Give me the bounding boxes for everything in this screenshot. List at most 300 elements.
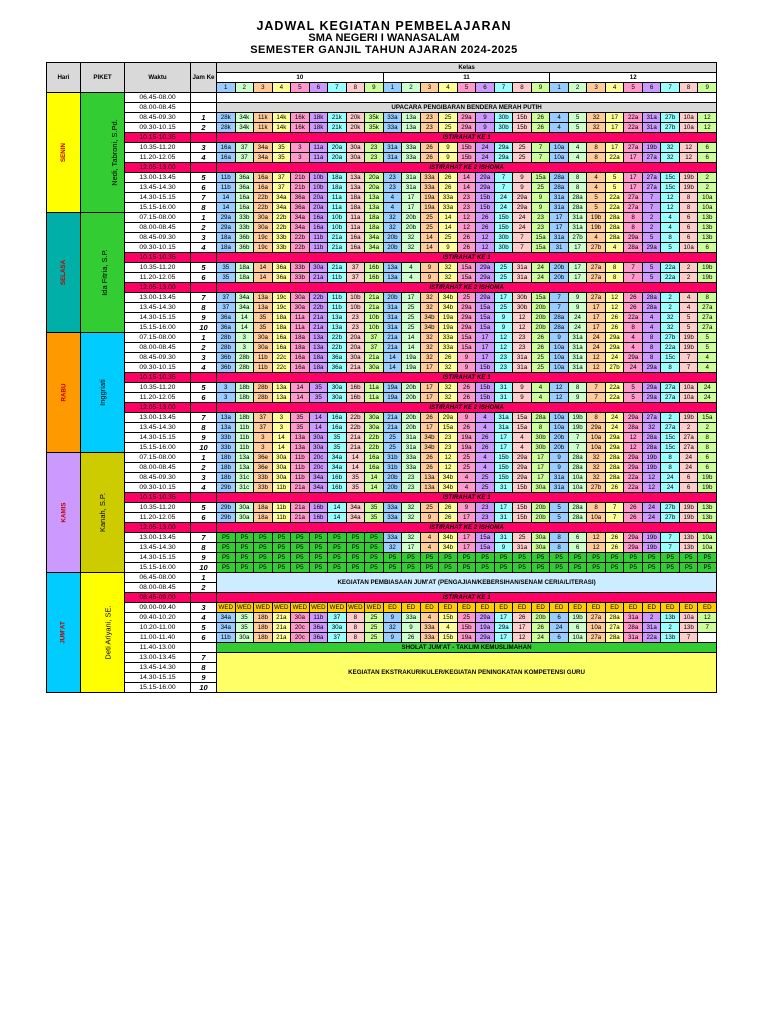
class-cell: 12 [605, 303, 624, 313]
class-cell: 25 [420, 503, 439, 513]
class-cell: 30a [365, 413, 384, 423]
class-cell: 27a [642, 183, 661, 193]
class-cell: 27a [661, 423, 680, 433]
class-cell: 15c [661, 353, 680, 363]
schedule-row [47, 343, 717, 353]
class-cell: 25 [439, 113, 458, 123]
class-cell: 15a [531, 243, 550, 253]
class-cell: 30a [272, 453, 291, 463]
jam-number: 9 [191, 553, 217, 563]
jam-number [191, 93, 217, 103]
class-cell: 21a [365, 303, 384, 313]
class-cell: 16a [309, 213, 328, 223]
class-cell: 14 [235, 313, 254, 323]
time-slot: 10.15-10.35 [125, 253, 191, 263]
day-name: SELASA [59, 259, 67, 286]
jam-number: 4 [191, 363, 217, 373]
class-cell: 30a [272, 473, 291, 483]
class-cell: 3 [235, 343, 254, 353]
class-cell: 34a [217, 613, 236, 623]
class-cell: P5 [698, 553, 717, 563]
class-cell: 4 [550, 123, 569, 133]
class-cell: 33a [402, 613, 421, 623]
class-cell: P5 [624, 563, 643, 573]
class-cell: 11b [235, 433, 254, 443]
class-cell: 8 [346, 623, 365, 633]
class-cell: 20c [291, 633, 310, 643]
class-cell: 28a [568, 513, 587, 523]
class-cell: 29a [513, 453, 532, 463]
day-name: RABU [60, 383, 67, 402]
class-cell: P5 [550, 553, 569, 563]
class-cell: 2 [698, 173, 717, 183]
class-cell: 17 [402, 543, 421, 553]
class-number: 5 [457, 83, 476, 93]
class-cell: 26 [457, 243, 476, 253]
class-cell: 20a [309, 203, 328, 213]
class-cell: 15b [513, 483, 532, 493]
class-cell: 31 [494, 483, 513, 493]
class-cell: ED [383, 603, 402, 613]
jam-number: 7 [191, 293, 217, 303]
class-cell: 7 [531, 153, 550, 163]
class-cell: 11b [328, 303, 347, 313]
class-number: 2 [235, 83, 254, 93]
class-cell: 15a [457, 263, 476, 273]
class-cell: ED [605, 603, 624, 613]
class-cell: 20b [383, 233, 402, 243]
piket-name: Inggriati [98, 378, 107, 406]
class-cell: 31a [568, 213, 587, 223]
class-cell: 6 [698, 243, 717, 253]
class-cell: 33b [235, 223, 254, 233]
class-cell: 12 [439, 453, 458, 463]
class-cell: 8 [605, 273, 624, 283]
class-cell: 29a [494, 143, 513, 153]
class-cell: 23 [531, 223, 550, 233]
class-cell: P5 [272, 553, 291, 563]
class-cell: 29a [624, 353, 643, 363]
class-cell: 8 [587, 503, 606, 513]
schedule-row [47, 183, 717, 193]
class-cell: 18a [309, 363, 328, 373]
class-cell: 21a [365, 353, 384, 363]
schedule-row [47, 393, 717, 403]
class-cell: 13a [272, 393, 291, 403]
schedule-row [47, 323, 717, 333]
class-cell: 19b [568, 413, 587, 423]
class-cell: 18a [328, 183, 347, 193]
time-slot: 08.00-08.45 [125, 463, 191, 473]
class-cell: 3 [291, 153, 310, 163]
time-slot: 10.35-11.20 [125, 503, 191, 513]
class-cell: 26 [420, 453, 439, 463]
class-cell: 32 [587, 113, 606, 123]
jam-number: 3 [191, 143, 217, 153]
class-cell: 36a [291, 193, 310, 203]
class-cell: P5 [328, 533, 347, 543]
schedule-row [47, 353, 717, 363]
class-cell: 29a [476, 183, 495, 193]
class-cell: 19b [679, 333, 698, 343]
class-cell: 29a [642, 243, 661, 253]
class-cell: 37 [217, 293, 236, 303]
class-cell: 23 [383, 183, 402, 193]
class-number: 3 [254, 83, 273, 93]
class-cell: 7 [494, 173, 513, 183]
class-cell: ED [550, 603, 569, 613]
class-cell: 25 [494, 303, 513, 313]
class-cell: 2 [661, 623, 680, 633]
class-cell: 27a [698, 303, 717, 313]
jam-number: 9 [191, 673, 217, 683]
class-cell: 28a [624, 623, 643, 633]
class-cell: 13a [365, 193, 384, 203]
class-cell: 16a [328, 413, 347, 423]
time-slot: 11.00-11.40 [125, 633, 191, 643]
class-cell: 21a [383, 343, 402, 353]
class-cell: 30b [494, 123, 513, 133]
class-cell: P5 [328, 563, 347, 573]
class-cell: 11k [254, 123, 273, 133]
jam-number: 2 [191, 223, 217, 233]
class-cell: 22a [661, 343, 680, 353]
class-cell: 11b [254, 363, 273, 373]
class-cell: ED [531, 603, 550, 613]
class-cell: 31 [494, 513, 513, 523]
class-cell: 28a [642, 303, 661, 313]
class-cell: 28a [605, 633, 624, 643]
class-cell: 29a [457, 113, 476, 123]
class-cell: 19b [698, 483, 717, 493]
class-cell: P5 [291, 553, 310, 563]
schedule-row [47, 403, 717, 413]
class-cell: 31 [550, 243, 569, 253]
class-cell: P5 [254, 563, 273, 573]
time-slot: 15.15-16.00 [125, 203, 191, 213]
class-cell: 21a [383, 333, 402, 343]
class-cell: 26 [531, 333, 550, 343]
class-cell: 24 [494, 193, 513, 203]
jam-number: 7 [191, 653, 217, 663]
class-cell: 19a [476, 623, 495, 633]
class-cell: 30a [346, 143, 365, 153]
class-cell: 7 [550, 293, 569, 303]
class-cell: 34a [235, 293, 254, 303]
class-cell: 17 [624, 183, 643, 193]
class-cell: 15b [513, 503, 532, 513]
class-cell: 2 [661, 303, 680, 313]
class-cell: 31a [383, 323, 402, 333]
class-number: 6 [309, 83, 328, 93]
class-cell: 10b [309, 183, 328, 193]
class-cell: 20c [309, 463, 328, 473]
class-cell: 17 [402, 193, 421, 203]
class-cell: P5 [494, 553, 513, 563]
class-cell: 26 [531, 113, 550, 123]
class-cell: 6 [698, 463, 717, 473]
class-cell: 13a [309, 343, 328, 353]
class-cell: 28b [254, 383, 273, 393]
class-cell: 27b [661, 113, 680, 123]
class-cell: 17 [587, 323, 606, 333]
jam-cell [191, 523, 217, 533]
class-cell: 36a [217, 323, 236, 333]
class-cell: 12 [642, 483, 661, 493]
class-cell: 20a [328, 143, 347, 153]
class-cell: 23 [457, 193, 476, 203]
class-cell: 29b [217, 503, 236, 513]
class-cell: 19b [642, 543, 661, 553]
class-cell: P5 [365, 543, 384, 553]
class-cell: 21a [328, 243, 347, 253]
class-cell: 20b [531, 303, 550, 313]
class-cell: 32 [402, 233, 421, 243]
day-label [47, 93, 81, 213]
class-cell: 22b [309, 293, 328, 303]
class-cell: 10a [550, 143, 569, 153]
schedule-row [47, 533, 717, 543]
time-slot: 11.20-12.05 [125, 153, 191, 163]
time-slot: 11.40-13.00 [125, 643, 191, 653]
class-cell: 32 [402, 243, 421, 253]
class-cell: 37 [272, 183, 291, 193]
schedule-row [47, 193, 717, 203]
jam-number: 9 [191, 313, 217, 323]
class-cell: 7 [568, 443, 587, 453]
class-cell: 4 [420, 543, 439, 553]
class-number: 3 [587, 83, 606, 93]
time-slot: 10.15-10.35 [125, 493, 191, 503]
class-cell: 33a [420, 173, 439, 183]
class-cell: 34a [309, 473, 328, 483]
class-cell: 30a [291, 293, 310, 303]
class-cell: 33a [402, 453, 421, 463]
class-cell: 9 [457, 503, 476, 513]
class-cell: P5 [346, 533, 365, 543]
class-cell: ED [439, 603, 458, 613]
class-cell: 24 [698, 383, 717, 393]
class-cell: 37 [328, 633, 347, 643]
class-cell: 25 [383, 433, 402, 443]
class-cell: 33a [439, 343, 458, 353]
class-cell: 14 [383, 363, 402, 373]
class-number: 9 [531, 83, 550, 93]
class-cell: 23 [365, 143, 384, 153]
class-cell: 17 [402, 293, 421, 303]
break-banner: ISTIRAHAT KE 1 [217, 253, 717, 263]
class-cell: 16b [309, 503, 328, 513]
class-cell: 20b [550, 273, 569, 283]
class-cell: 21a [309, 273, 328, 283]
class-cell: 21a [346, 363, 365, 373]
class-cell: 31a [513, 363, 532, 373]
class-cell: 3 [254, 443, 273, 453]
jam-number: 8 [191, 303, 217, 313]
class-cell: 24 [568, 323, 587, 333]
class-cell: 23 [531, 213, 550, 223]
class-cell: 33a [420, 183, 439, 193]
class-cell: 35k [365, 123, 384, 133]
class-cell: 5 [642, 273, 661, 283]
piket-label [81, 333, 125, 453]
schedule-row [47, 513, 717, 523]
header-jam-ke: Jam Ke [191, 63, 217, 93]
class-cell: 11a [291, 313, 310, 323]
class-cell: 9 [402, 623, 421, 633]
piket-label [81, 93, 125, 213]
class-cell: 4 [587, 183, 606, 193]
class-cell: 28a [605, 233, 624, 243]
class-cell: 32 [420, 303, 439, 313]
class-cell: 16b [346, 383, 365, 393]
class-cell: 36b [217, 353, 236, 363]
class-cell: 9 [494, 543, 513, 553]
class-cell: 12 [679, 143, 698, 153]
class-cell: 14 [346, 463, 365, 473]
class-cell: 4 [439, 623, 458, 633]
class-cell: 22b [346, 423, 365, 433]
class-cell: 11a [328, 193, 347, 203]
class-cell: P5 [587, 563, 606, 573]
class-cell: 16b [328, 483, 347, 493]
time-slot: 09.30-10.15 [125, 123, 191, 133]
class-cell: 26 [476, 433, 495, 443]
time-slot: 13.45-14.30 [125, 663, 191, 673]
class-cell: 13a [346, 183, 365, 193]
class-number: 8 [513, 83, 532, 93]
class-cell: 29a [642, 363, 661, 373]
class-cell: 15a [531, 233, 550, 243]
class-cell: 14 [383, 353, 402, 363]
class-cell: 31 [494, 383, 513, 393]
jam-number: 2 [191, 343, 217, 353]
class-cell: 22a [661, 273, 680, 283]
class-cell: 32 [587, 123, 606, 133]
class-cell: 4 [679, 303, 698, 313]
class-number: 9 [365, 83, 384, 93]
class-cell: 8 [587, 413, 606, 423]
class-cell: 25 [513, 533, 532, 543]
class-cell: ED [587, 603, 606, 613]
class-cell: 14 [235, 323, 254, 333]
class-cell: P5 [402, 563, 421, 573]
class-cell: P5 [605, 553, 624, 563]
class-cell: 7 [568, 433, 587, 443]
schedule-table [46, 62, 717, 693]
class-cell: 32 [439, 383, 458, 393]
class-cell: 7 [513, 233, 532, 243]
activity-banner: KEGIATAN PEMBIASAAN JUM'AT (PENGAJIAN/KEBERSIHAN/SENAM CERIA/LITERASI) [217, 573, 717, 593]
schedule-row [47, 233, 717, 243]
class-cell: 33b [291, 273, 310, 283]
class-cell: 29a [587, 423, 606, 433]
class-cell: 25 [383, 443, 402, 453]
class-cell: 13b [679, 533, 698, 543]
class-cell: 26 [605, 313, 624, 323]
class-cell: 18a [217, 243, 236, 253]
class-cell: 26 [476, 223, 495, 233]
class-cell: 25 [457, 463, 476, 473]
class-cell: 11b [272, 513, 291, 523]
class-cell: 11k [254, 113, 273, 123]
schedule-row [47, 463, 717, 473]
class-cell: 29a [457, 123, 476, 133]
class-number: 1 [550, 83, 569, 93]
class-cell: 11b [272, 503, 291, 513]
class-cell: 24 [642, 513, 661, 523]
class-cell: 34b [439, 543, 458, 553]
time-slot: 13.45-14.30 [125, 543, 191, 553]
class-cell: 4 [661, 213, 680, 223]
class-cell: 21a [309, 313, 328, 323]
class-cell: 20k [346, 123, 365, 133]
class-cell: 7 [661, 533, 680, 543]
class-cell: 12 [661, 193, 680, 203]
class-cell: 30b [494, 113, 513, 123]
class-cell: 31b [383, 463, 402, 473]
class-cell: 20b [402, 223, 421, 233]
class-cell: 8 [642, 343, 661, 353]
class-cell: 18k [309, 113, 328, 123]
class-cell: 19a [420, 193, 439, 203]
class-cell: 29a [605, 433, 624, 443]
schedule-row [47, 363, 717, 373]
class-cell: 27a [587, 613, 606, 623]
class-cell: 32 [383, 543, 402, 553]
class-cell: 11b [309, 243, 328, 253]
class-cell: 17 [457, 533, 476, 543]
class-cell: P5 [698, 563, 717, 573]
class-cell: 17 [568, 263, 587, 273]
class-cell: 13b [679, 543, 698, 553]
day-label [47, 333, 81, 453]
class-cell: 18a [235, 263, 254, 273]
jam-number: 1 [191, 573, 217, 583]
title-school: SMA NEGERI I WANASALAM [308, 32, 460, 44]
class-cell: 13b [698, 213, 717, 223]
class-cell: 3 [235, 333, 254, 343]
class-cell: 26 [420, 153, 439, 163]
class-cell: 24 [605, 353, 624, 363]
class-cell: 18a [254, 503, 273, 513]
class-cell: P5 [568, 563, 587, 573]
class-cell: 23 [513, 333, 532, 343]
class-cell: 15a [476, 543, 495, 553]
class-cell: 18b [254, 633, 273, 643]
schedule-row [47, 483, 717, 493]
class-cell: 32 [439, 273, 458, 283]
class-cell: 20c [309, 453, 328, 463]
class-cell: 4 [587, 173, 606, 183]
class-cell: 30b [513, 293, 532, 303]
jam-number: 4 [191, 153, 217, 163]
class-cell: 5 [698, 343, 717, 353]
class-cell: 32 [402, 513, 421, 523]
class-cell: 17 [605, 123, 624, 133]
class-cell: 12 [494, 333, 513, 343]
class-cell: 22a [605, 393, 624, 403]
class-cell: 8 [568, 383, 587, 393]
class-cell: 31a [513, 353, 532, 363]
class-cell: 13a [217, 423, 236, 433]
class-cell: 34k [235, 113, 254, 123]
class-cell: P5 [476, 563, 495, 573]
jam-number: 3 [191, 473, 217, 483]
class-cell: 21a [272, 633, 291, 643]
class-cell: 10a [698, 543, 717, 553]
class-cell: 5 [661, 243, 680, 253]
